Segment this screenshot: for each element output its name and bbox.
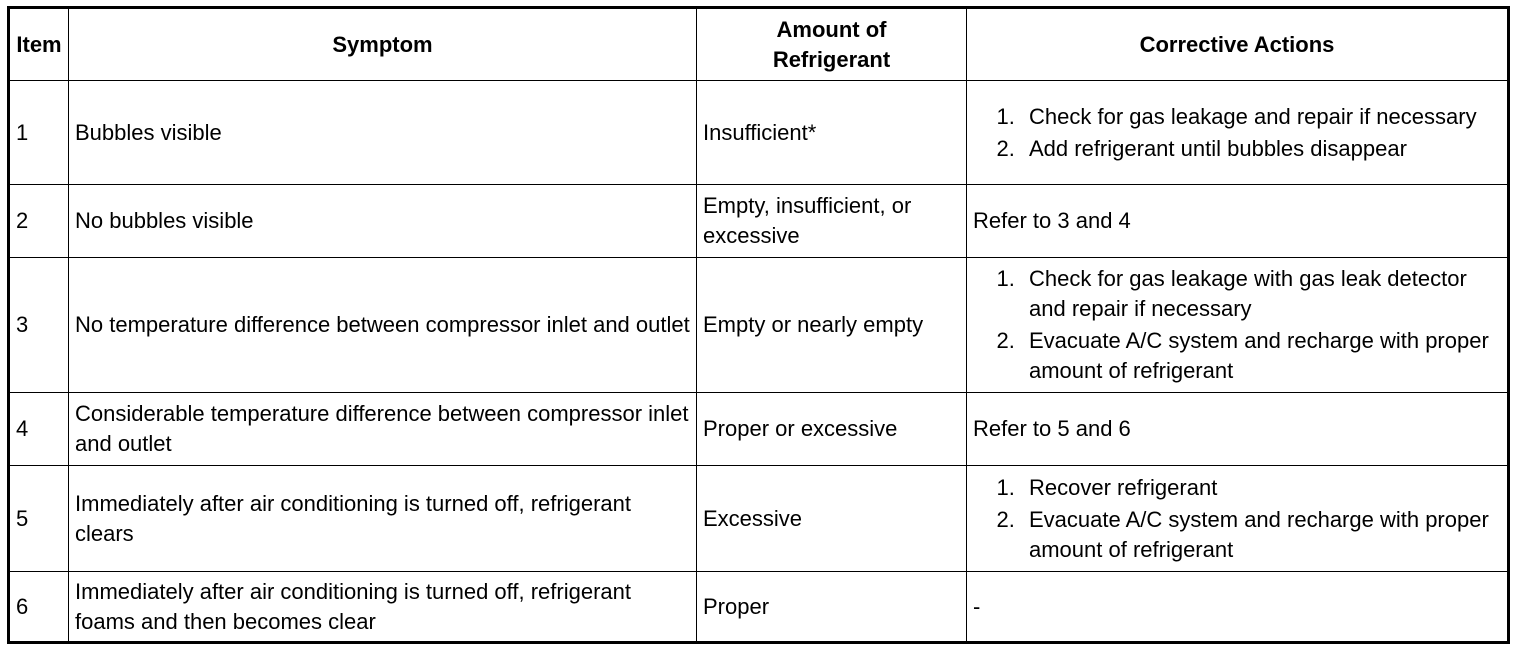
action-step: 2. Evacuate A/C system and recharge with proper amount of refrigerant — [1021, 505, 1501, 565]
table-row — [9, 393, 1509, 466]
item-number: 1 — [9, 81, 69, 185]
item-number: 3 — [9, 258, 69, 393]
item-number: 5 — [9, 466, 69, 572]
symptom-cell: No bubbles visible — [69, 185, 697, 258]
amount-cell: Empty, insufficient, or excessive — [697, 185, 967, 258]
symptom-cell: Considerable temperature difference between compressor inlet and outlet — [69, 393, 697, 466]
amount-cell: Proper or excessive — [697, 393, 967, 466]
amount-cell: Empty or nearly empty — [697, 258, 967, 393]
table-row — [9, 185, 1509, 258]
actions-cell: Refer to 3 and 4 — [967, 185, 1509, 258]
symptom-cell: Immediately after air conditioning is turned off, refrigerant foams and then becomes clear — [69, 572, 697, 643]
symptom-cell: Bubbles visible — [69, 81, 697, 185]
action-step: 1. Recover refrigerant — [1021, 473, 1501, 503]
item-number: 2 — [9, 185, 69, 258]
action-step: 1. Check for gas leakage with gas leak detector and repair if necessary — [1021, 264, 1501, 324]
table-row — [9, 81, 1509, 185]
item-number: 6 — [9, 572, 69, 643]
action-step: 2. Evacuate A/C system and recharge with proper amount of refrigerant — [1021, 326, 1501, 386]
symptom-cell: Immediately after air conditioning is turned off, refrigerant clears — [69, 466, 697, 572]
action-step: 1. Check for gas leakage and repair if necessary — [1021, 102, 1501, 132]
actions-cell: - — [967, 572, 1509, 643]
amount-cell: Proper — [697, 572, 967, 643]
actions-list — [973, 102, 1501, 164]
actions-list — [973, 473, 1501, 565]
amount-cell: Excessive — [697, 466, 967, 572]
header-row — [9, 8, 1509, 81]
symptom-cell: No temperature difference between compressor inlet and outlet — [69, 258, 697, 393]
actions-cell — [967, 466, 1509, 572]
actions-cell — [967, 81, 1509, 185]
header-amount: Amount of Refrigerant — [697, 8, 967, 81]
table-row — [9, 466, 1509, 572]
header-item: Item — [9, 8, 69, 81]
amount-cell: Insufficient* — [697, 81, 967, 185]
header-actions: Corrective Actions — [967, 8, 1509, 81]
header-symptom: Symptom — [69, 8, 697, 81]
actions-cell: Refer to 5 and 6 — [967, 393, 1509, 466]
item-number: 4 — [9, 393, 69, 466]
actions-list — [973, 264, 1501, 386]
actions-cell — [967, 258, 1509, 393]
action-step: 2. Add refrigerant until bubbles disappear — [1021, 134, 1501, 164]
table-row — [9, 258, 1509, 393]
refrigerant-symptom-table — [7, 6, 1510, 644]
table-row — [9, 572, 1509, 643]
